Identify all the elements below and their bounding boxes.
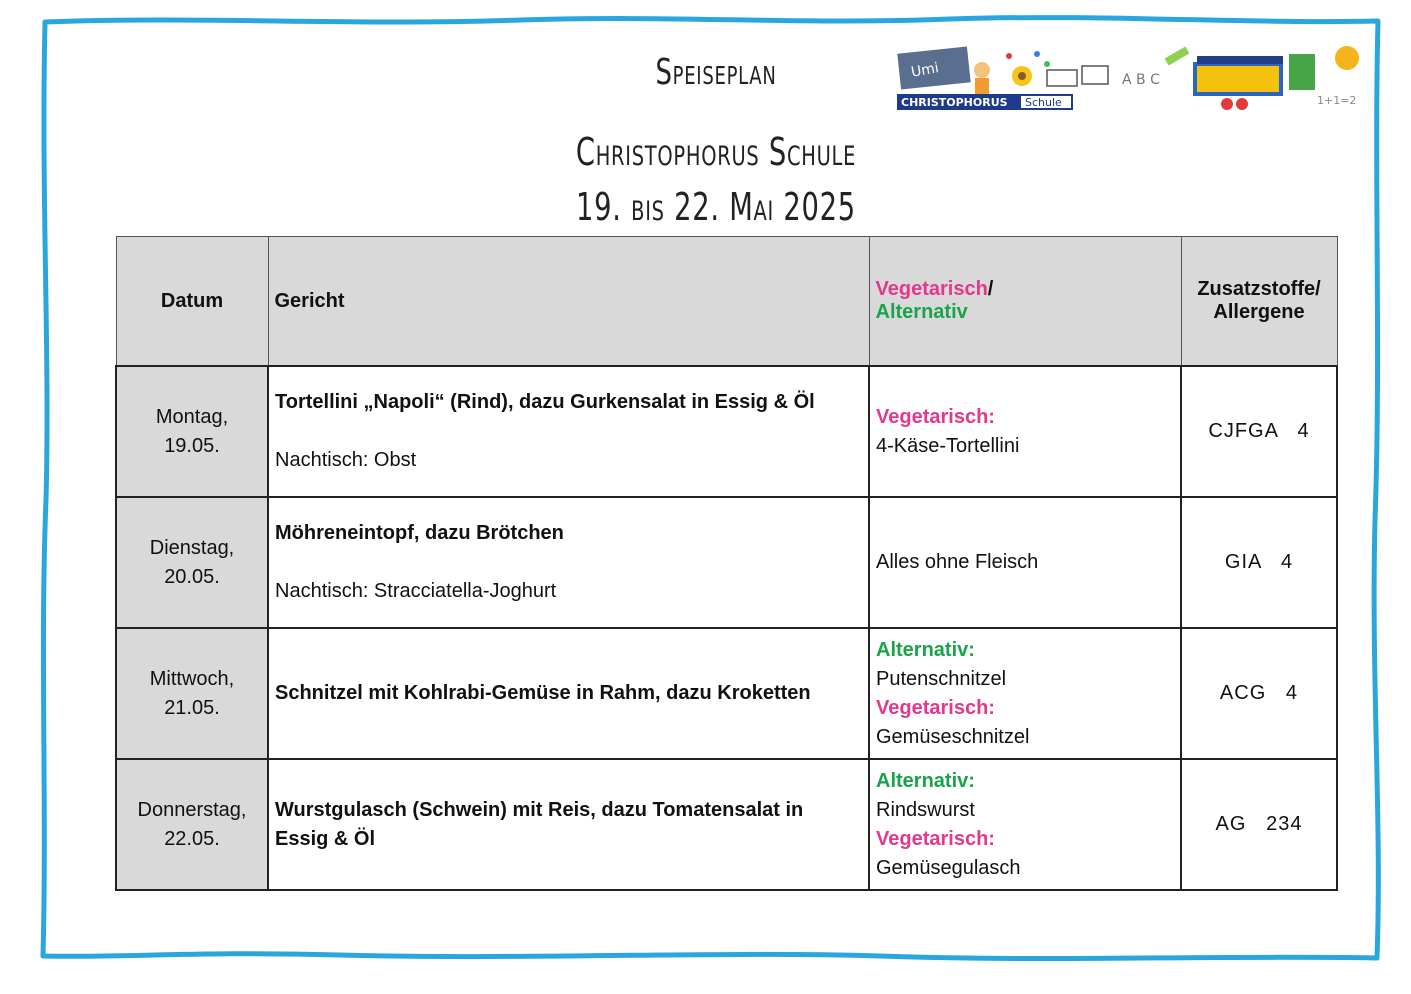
dish-name: Wurstgulasch (Schwein) mit Reis, dazu Tomatensalat in Essig & Öl	[275, 798, 804, 850]
option-text: Gemüsegulasch	[876, 856, 1021, 879]
additive-codes: AG 234	[1181, 759, 1337, 890]
header-alt: Alternativ	[875, 301, 968, 323]
day-date: 21.05.	[164, 696, 220, 719]
day-name: Montag,	[155, 405, 229, 428]
day-cell	[116, 497, 268, 628]
veg-label: Vegetarisch:	[876, 405, 995, 428]
alt-label: Alternativ:	[876, 769, 975, 792]
header-slash: /	[987, 278, 994, 300]
menu-table	[115, 236, 1338, 891]
option-text: Putenschnitzel	[876, 667, 1007, 690]
header-dish: Gericht	[268, 237, 869, 367]
additive-codes: CJFGA 4	[1181, 366, 1337, 497]
svg-text:1+1=2: 1+1=2	[1317, 94, 1357, 107]
dish-name: Schnitzel mit Kohlrabi-Gemüse in Rahm, dazu Kroketten	[275, 682, 811, 704]
svg-text:Schule: Schule	[1025, 96, 1062, 109]
day-date: 22.05.	[164, 827, 220, 850]
school-name: Christophorus Schule	[575, 130, 857, 174]
alt-label: Alternativ:	[876, 638, 975, 661]
dish-name: Tortellini „Napoli“ (Rind), dazu Gurkensalat in Essig & Öl	[275, 391, 815, 413]
svg-text:A B C: A B C	[1122, 72, 1160, 88]
header-date: Datum	[116, 237, 268, 367]
additive-codes: ACG 4	[1181, 628, 1337, 759]
dish-name: Möhreneintopf, dazu Brötchen	[275, 522, 564, 544]
option-cell	[869, 497, 1181, 628]
additive-codes: GIA 4	[1181, 497, 1337, 628]
dessert: Nachtisch: Obst	[275, 449, 417, 471]
day-date: 19.05.	[164, 434, 220, 457]
header-options	[869, 237, 1181, 367]
table-row	[116, 497, 1337, 628]
dish-cell	[268, 497, 869, 628]
header-veg: Vegetarisch	[875, 278, 988, 300]
day-name: Donnerstag,	[137, 798, 247, 821]
page-title: Speiseplan	[655, 52, 777, 93]
table-row	[116, 759, 1337, 890]
veg-label: Vegetarisch:	[876, 696, 995, 719]
option-text: Rindswurst	[876, 798, 975, 821]
table-row	[116, 366, 1337, 497]
dessert: Nachtisch: Stracciatella-Joghurt	[275, 580, 557, 602]
veg-label: Vegetarisch:	[876, 827, 995, 850]
option-cell	[869, 759, 1181, 890]
option-text: Gemüseschnitzel	[876, 725, 1030, 748]
dish-cell	[268, 759, 869, 890]
day-date: 20.05.	[164, 565, 220, 588]
table-row	[116, 628, 1337, 759]
option-text: Alles ohne Fleisch	[876, 551, 1039, 573]
school-logo	[897, 42, 1375, 114]
day-cell	[116, 759, 268, 890]
dish-cell	[268, 366, 869, 497]
header-additives: Zusatzstoffe/ Allergene	[1181, 237, 1337, 367]
svg-text:Umi: Umi	[909, 60, 940, 81]
option-text: 4-Käse-Tortellini	[876, 434, 1020, 457]
date-range: 19. bis 22. Mai 2025	[576, 185, 856, 229]
day-cell	[116, 366, 268, 497]
table-header-row	[116, 237, 1337, 367]
svg-text:CHRISTOPHORUS: CHRISTOPHORUS	[901, 96, 1008, 109]
day-cell	[116, 628, 268, 759]
day-name: Mittwoch,	[149, 667, 235, 690]
dish-cell	[268, 628, 869, 759]
option-cell	[869, 628, 1181, 759]
option-cell	[869, 366, 1181, 497]
day-name: Dienstag,	[149, 536, 235, 559]
